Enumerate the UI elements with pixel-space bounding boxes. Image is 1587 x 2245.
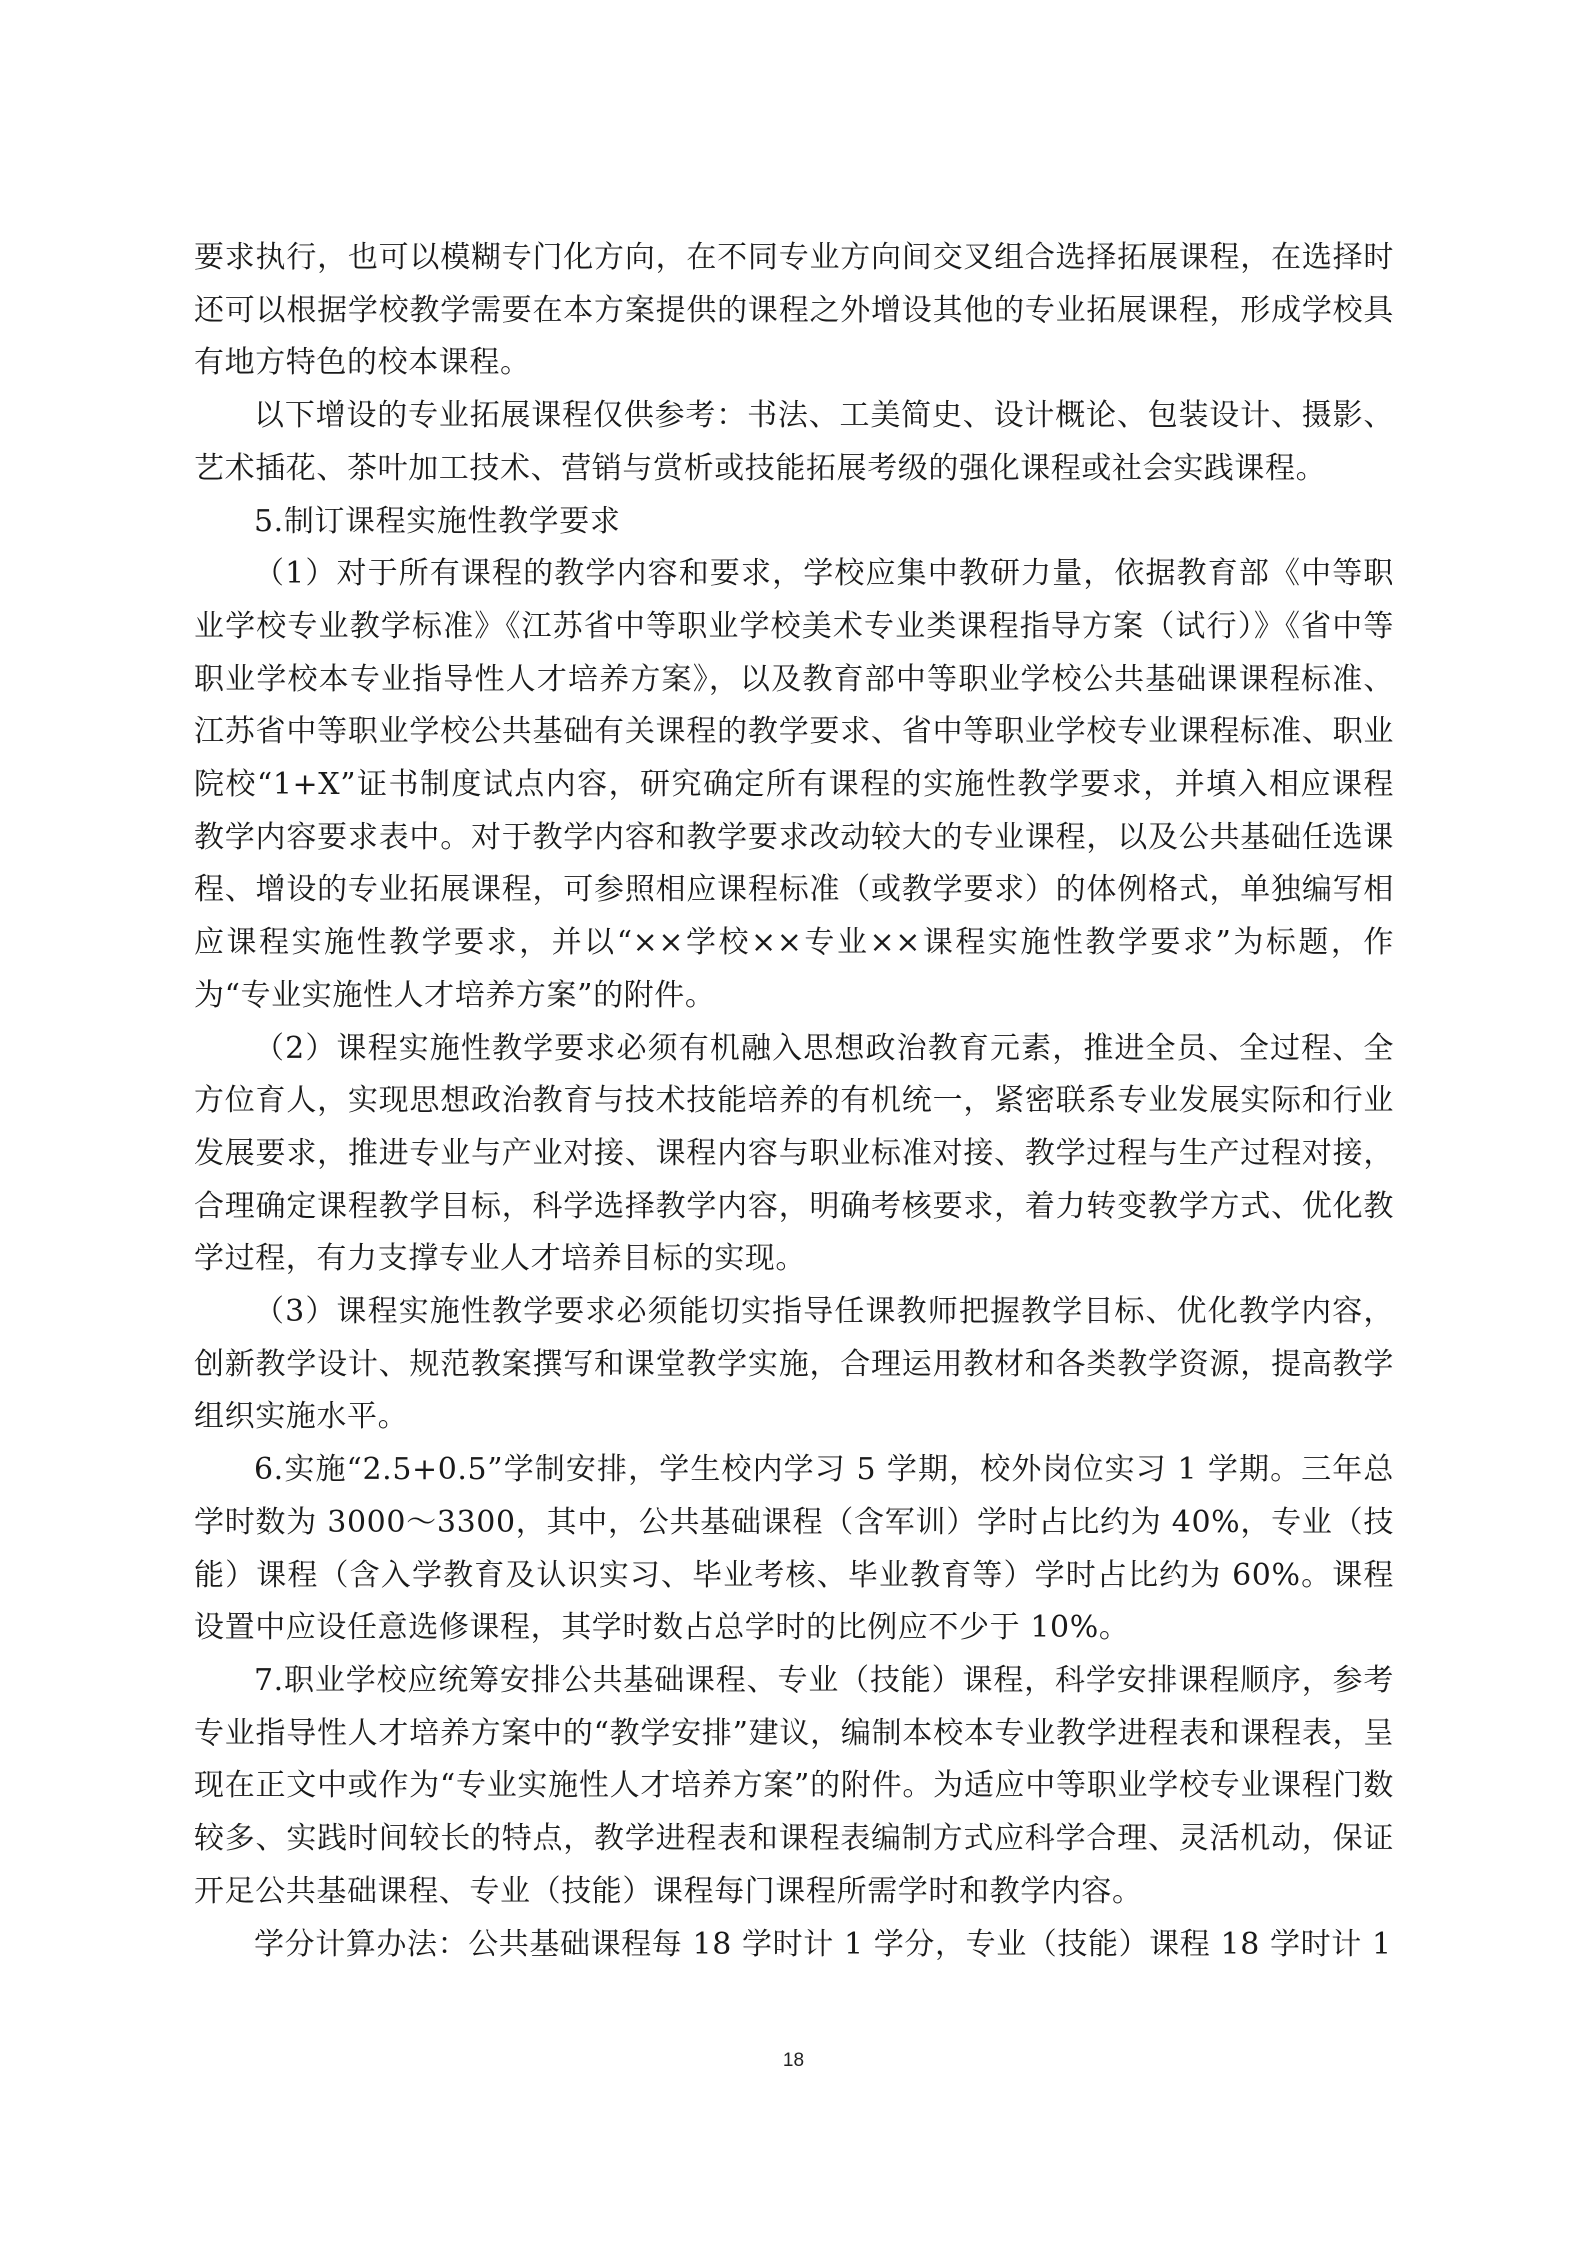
paragraph-continuation: 要求执行，也可以模糊专门化方向，在不同专业方向间交叉组合选择拓展课程，在选择时还可以根据学校教学需要在本方案提供的课程之外增设其他的专业拓展课程，形成学校具有地方特色的校本课程。 <box>194 240 1394 381</box>
paragraph-item-2: （2）课程实施性教学要求必须有机融入思想政治教育元素，推进全员、全过程、全方位育人，实现思想政治教育与技术技能培养的有机统一，紧密联系专业发展实际和行业发展要求，推进专业与产业对接、课程内容与职业标准对接、教学过程与生产过程对接，合理确定课程教学目标，科学选择教学内容，明确考核要求，着力转变教学方式、优化教学过程，有力支撑专业人才培养目标的实现。 <box>194 1030 1394 1277</box>
paragraph-extension-courses: 以下增设的专业拓展课程仅供参考：书法、工美简史、设计概论、包装设计、摄影、艺术插花、茶叶加工技术、营销与赏析或技能拓展考级的强化课程或社会实践课程。 <box>194 398 1394 486</box>
paragraph-item-3: （3）课程实施性教学要求必须能切实指导任课教师把握教学目标、优化教学内容，创新教学设计、规范教案撰写和课堂教学实施，合理运用教材和各类教学资源，提高教学组织实施水平。 <box>194 1294 1394 1435</box>
paragraph-credit-calculation: 学分计算办法：公共基础课程每 18 学时计 1 学分，专业（技能）课程 18 学时计 1 <box>254 1926 1392 1962</box>
section-paragraph-7: 7.职业学校应统筹安排公共基础课程、专业（技能）课程，科学安排课程顺序，参考专业指导性人才培养方案中的“教学安排”建议，编制本校本专业教学进程表和课程表，呈现在正文中或作为“专业实施性人才培养方案”的附件。为适应中等职业学校专业课程门数较多、实践时间较长的特点，教学进程表和课程表编制方式应科学合理、灵活机动，保证开足公共基础课程、专业（技能）课程每门课程所需学时和教学内容。 <box>194 1662 1394 1909</box>
document-body <box>194 232 1394 1971</box>
section-paragraph-6: 6.实施“2.5+0.5”学制安排，学生校内学习 5 学期，校外岗位实习 1 学期。三年总学时数为 3000～3300，其中，公共基础课程（含军训）学时占比约为 40%，专业（技能）课程（含入学教育及认识实习、毕业考核、毕业教育等）学时占比约为 60%。课程设置中应设任意选修课程，其学时数占总学时的比例应不少于 10%。 <box>194 1452 1394 1646</box>
section-heading-5: 5.制订课程实施性教学要求 <box>254 503 621 539</box>
page-number: 18 <box>782 2050 805 2071</box>
paragraph-item-1: （1）对于所有课程的教学内容和要求，学校应集中教研力量，依据教育部《中等职业学校专业教学标准》《江苏省中等职业学校美术专业类课程指导方案（试行）》《省中等职业学校本专业指导性人才培养方案》，以及教育部中等职业学校公共基础课课程标准、江苏省中等职业学校公共基础有关课程的教学要求、省中等职业学校专业课程标准、职业院校“1+X”证书制度试点内容，研究确定所有课程的实施性教学要求，并填入相应课程教学内容要求表中。对于教学内容和教学要求改动较大的专业课程，以及公共基础任选课程、增设的专业拓展课程，可参照相应课程标准（或教学要求）的体例格式，单独编写相应课程实施性教学要求，并以“××学校××专业××课程实施性教学要求”为标题，作为“专业实施性人才培养方案”的附件。 <box>194 556 1394 1013</box>
